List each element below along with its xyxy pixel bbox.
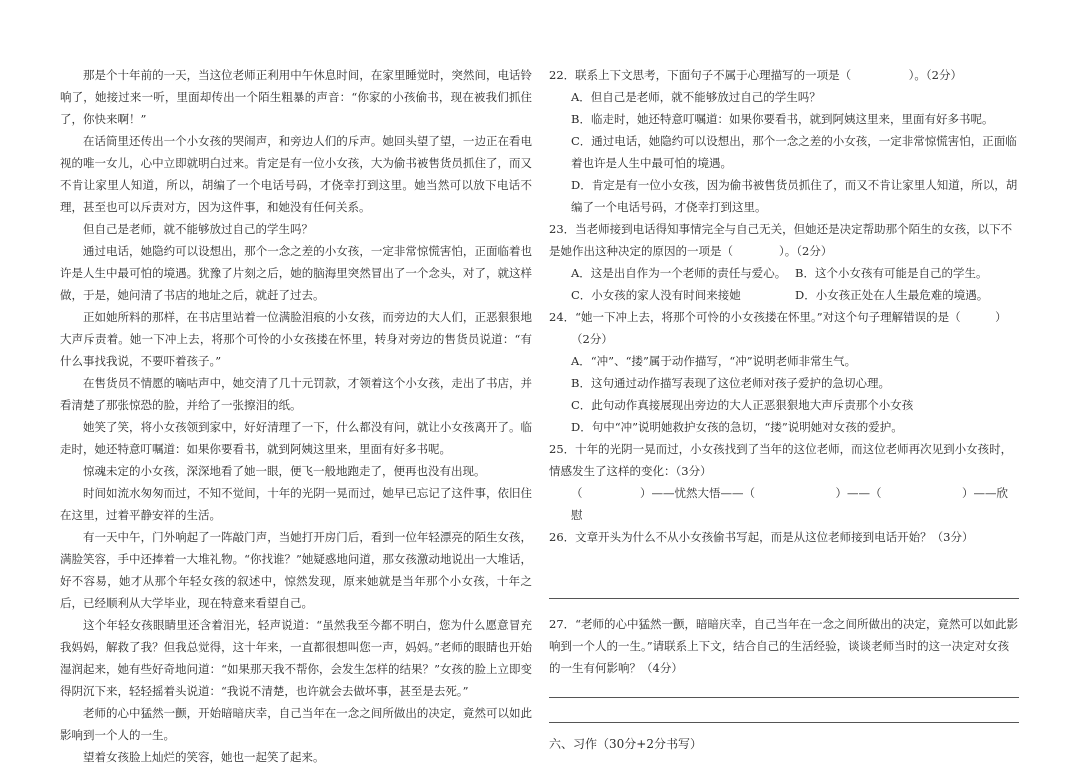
question-option: C．通过电话，她隐约可以设想出，那个一念之差的小女孩，一定非常惊慌害怕，正面临着也许是人生中最可怕的境遇。 — [571, 134, 1017, 170]
question-option: D．小女孩正处在人生最危难的境遇。 — [795, 288, 989, 302]
question-option: B．这句通过动作描写表现了这位老师对孩子爱护的急切心理。 — [571, 376, 890, 390]
question-stem: 26．文章开头为什么不从小女孩偷书写起，而是从这位老师接到电话开始？（3分） — [549, 530, 974, 544]
passage-paragraph: 正如她所料的那样，在书店里站着一位满脸泪痕的小女孩，而旁边的大人们，正恶狠狠地大声斥责着。她一下冲上去，将那个可怜的小女孩搂在怀里，转身对旁边的售货员说道：“有什么事找我说，不要吓着孩子。” — [60, 310, 532, 368]
question-25 — [549, 438, 1019, 526]
question-stem: 23．当老师接到电话得知事情完全与自己无关，但她还是决定帮助那个陌生的女孩，以下不是她作出这种决定的原因的一项是（ ）。（2分） — [549, 222, 1013, 258]
passage-paragraph: 这个年轻女孩眼睛里还含着泪光，轻声说道：“虽然我至今都不明白，您为什么愿意冒充我妈妈，解救了我？但我总觉得，这十年来，一直都很想叫您一声，妈妈。”老师的眼睛也开始湿润起来，她有些好奇地问道：“如果那天我不帮你，会发生怎样的结果？”女孩的脸上立即变得阴沉下来，轻轻摇着头说道：“我说不清楚，也许就会去做坏事，甚至是去死。” — [60, 618, 532, 698]
passage-paragraph: 老师的心中猛然一颤，开始暗暗庆幸，自己当年在一念之间所做出的决定，竟然可以如此影响到一个人的一生。 — [60, 706, 532, 742]
passage-paragraph: 通过电话，她隐约可以设想出，那个一念之差的小女孩，一定非常惊慌害怕，正面临着也许是人生中最可怕的境遇。犹豫了片刻之后，她的脑海里突然冒出了一个念头，对了，就这样做，于是，她问清了书店的地址之后，就赶了过去。 — [60, 244, 532, 302]
question-option: A．这是出自作为一个老师的责任与爱心。 — [571, 266, 787, 280]
question-stem: 27．“老师的心中猛然一颤，暗暗庆幸，自己当年在一念之间所做出的决定，竟然可以如此影响到一个人的一生。”请联系上下文，结合自己的生活经验，谈谈老师当时的这一决定对女孩的一生有何影响？（4分） — [549, 617, 1019, 675]
question-option: D．肯定是有一位小女孩，因为偷书被售货员抓住了，而又不肯让家里人知道，所以，胡编了一个电话号码，才侥幸打到这里。 — [571, 178, 1018, 214]
question-stem: 24．“她一下冲上去，将那个可怜的小女孩搂在怀里。”对这个句子理解错误的是（ ） — [549, 310, 1007, 324]
question-stem: 22．联系上下文思考，下面句子不属于心理描写的一项是（ ）。（2分） — [549, 68, 962, 82]
question-27 — [549, 613, 1019, 679]
passage-paragraph: 在话筒里还传出一个小女孩的哭闹声，和旁边人们的斥声。她回头望了望，一边正在看电视的唯一女儿，心中立即就明白过来。肯定是有一位小女孩，大为偷书被售货员抓住了，而又不肯让家里人知道，所以，胡编了一个电话号码，才侥幸打到这里。她当然可以放下电话不理，甚至也可以斥责对方，因为这件事，和她没有任何关系。 — [60, 134, 532, 214]
question-22 — [549, 64, 1019, 218]
question-option: C．此句动作真接展现出旁边的大人正恶狠狠地大声斥责那个小女孩 — [571, 398, 914, 412]
answer-blank: （ ）——忧然大悟——（ ）——（ ）——欣慰 — [571, 486, 1008, 522]
passage-paragraph: 但自己是老师，就不能够放过自己的学生吗？ — [83, 222, 313, 236]
option-row — [549, 284, 1019, 306]
question-stem: 25．十年的光阴一晃而过，小女孩找到了当年的这位老师，而这位老师再次见到小女孩时，情感发生了这样的变化：（3分） — [549, 442, 1013, 478]
question-option: B．这个小女孩有可能是自己的学生。 — [795, 266, 988, 280]
passage-paragraph: 那是个十年前的一天，当这位老师正利用中午休息时间，在家里睡觉时，突然间，电话铃响了，她接过来一听，里面却传出一个陌生粗暴的声音：“你家的小孩偷书，现在被我们抓住了，你快来啊！” — [60, 68, 532, 126]
passage-paragraph: 惊魂未定的小女孩，深深地看了她一眼，便飞一般地跑走了，便再也没有出现。 — [83, 464, 486, 478]
question-24 — [549, 306, 1019, 438]
reading-passage — [60, 64, 532, 768]
option-row — [549, 262, 1019, 284]
question-option: C．小女孩的家人没有时间来接她 — [571, 288, 741, 302]
passage-paragraph: 她笑了笑，将小女孩领到家中，好好清理了一下，什么都没有问，就让小女孩离开了。临走时，她还特意叮嘱道：如果你要看书，就到阿姨这里来，里面有好多书呢。 — [60, 420, 532, 456]
passage-paragraph: 有一天中午，门外响起了一阵敲门声，当她打开房门后，看到一位年轻漂亮的陌生女孩，满脸笑容，手中还捧着一大堆礼物。“你找谁？”她疑惑地问道，那女孩激动地说出一大堆话，好不容易，她才从那个年轻女孩的叙述中，惊然发现，原来她就是当年那个小女孩，十年之后，已经顺利从大学毕业，现在特意来看望自己。 — [60, 530, 532, 610]
questions-column — [549, 64, 1019, 755]
question-score: （2分） — [571, 332, 613, 346]
question-option: B．临走时，她还特意叮嘱道：如果你要看书，就到阿姨这里来，里面有好多书呢。 — [571, 112, 994, 126]
passage-paragraph: 望着女孩脸上灿烂的笑容，她也一起笑了起来。 — [83, 750, 325, 764]
answer-space — [549, 548, 1019, 598]
question-option: A．“冲”、“搂”属于动作描写，“冲”说明老师非常生气。 — [571, 354, 857, 368]
question-23 — [549, 218, 1019, 306]
question-26 — [549, 526, 1019, 548]
passage-paragraph: 时间如流水匆匆而过，不知不觉间，十年的光阴一晃而过，她早已忘记了这件事，依旧住在这里，过着平静安祥的生活。 — [60, 486, 532, 522]
section-heading: 六、习作（30分+2分书写） — [549, 737, 702, 751]
question-option: A．但自己是老师，就不能够放过自己的学生吗？ — [571, 90, 821, 104]
passage-paragraph: 在售货员不情愿的嘀咕声中，她交清了几十元罚款，才领着这个小女孩，走出了书店，并看清楚了那张惊恐的脸，并给了一张擦泪的纸。 — [60, 376, 532, 412]
question-option: D．句中“冲”说明她救护女孩的急切，“搂”说明她对女孩的爱护。 — [571, 420, 903, 434]
